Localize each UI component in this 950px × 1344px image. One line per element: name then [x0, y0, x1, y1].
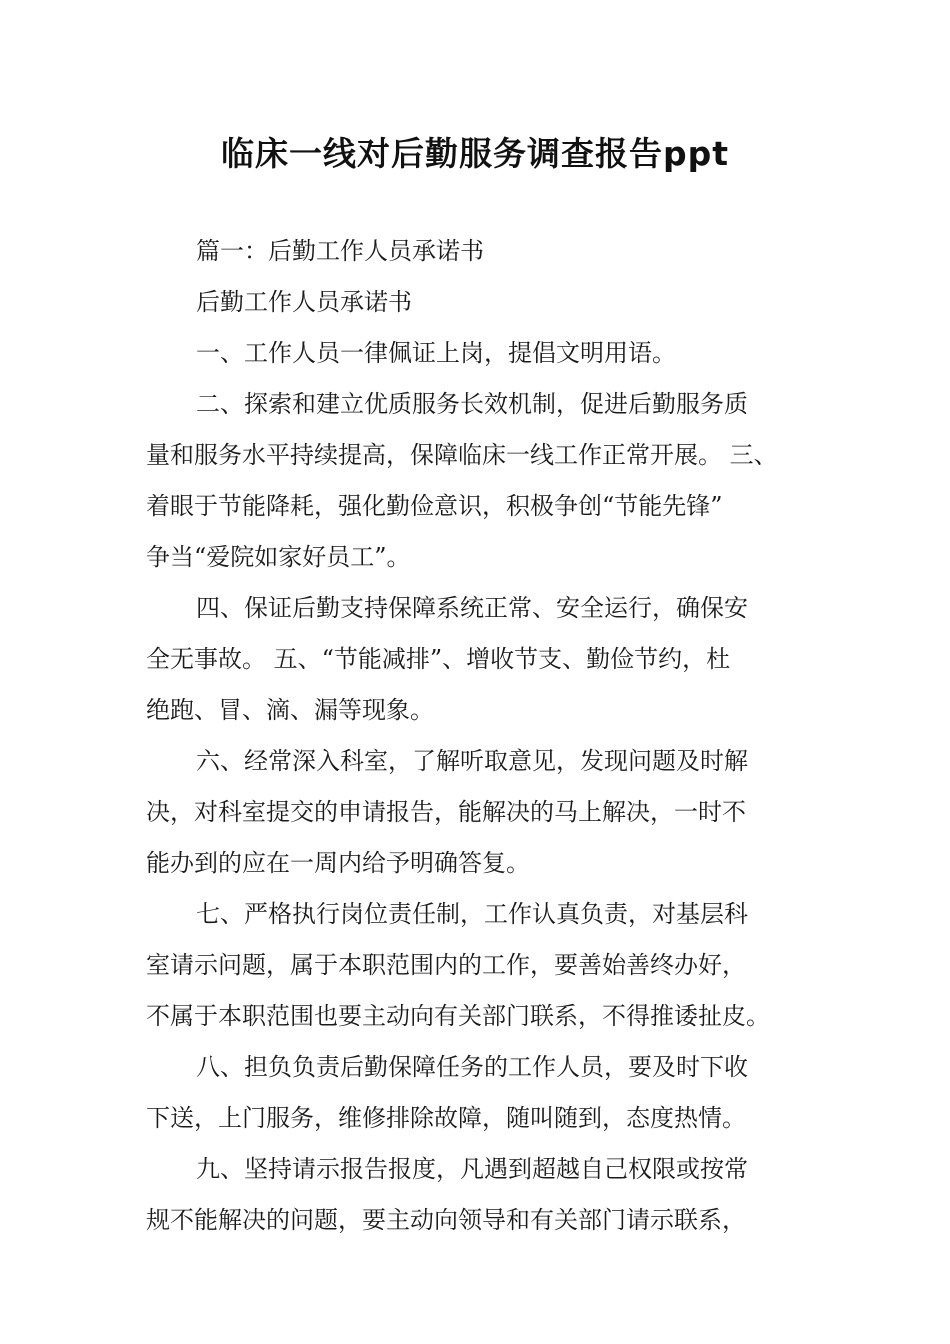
- document-title: 临床一线对后勤服务调查报告ppt: [220, 134, 730, 173]
- text-line: 争当“爱院如家好员工”。: [146, 543, 411, 571]
- text-line: 决，对科室提交的申请报告，能解决的马上解决，一时不: [146, 798, 746, 826]
- text-line: 不属于本职范围也要主动向有关部门联系，不得推诿扯皮。: [146, 1002, 770, 1030]
- text-line: 九、坚持请示报告报度，凡遇到超越自己权限或按常: [196, 1155, 748, 1183]
- text-line: 量和服务水平持续提高，保障临床一线工作正常开展。 三、: [146, 441, 778, 469]
- text-line: 七、严格执行岗位责任制，工作认真负责，对基层科: [196, 900, 748, 928]
- text-line: 四、保证后勤支持保障系统正常、安全运行，确保安: [196, 594, 748, 622]
- text-line: 后勤工作人员承诺书: [196, 288, 412, 316]
- text-line: 六、经常深入科室，了解听取意见，发现问题及时解: [196, 747, 748, 775]
- text-line: 一、工作人员一律佩证上岗，提倡文明用语。: [196, 339, 676, 367]
- text-line: 全无事故。 五、“节能减排”、增收节支、勤俭节约，杜: [146, 645, 731, 673]
- document-body: [146, 226, 810, 1246]
- text-line: 下送，上门服务，维修排除故障，随叫随到，态度热情。: [146, 1104, 746, 1132]
- text-line: 八、担负负责后勤保障任务的工作人员，要及时下收: [196, 1053, 748, 1081]
- text-line: 篇一：后勤工作人员承诺书: [196, 237, 484, 265]
- text-line: 绝跑、冒、滴、漏等现象。: [146, 696, 434, 724]
- text-line: 着眼于节能降耗，强化勤俭意识，积极争创“节能先锋”: [146, 492, 723, 520]
- text-line: 二、探索和建立优质服务长效机制，促进后勤服务质: [196, 390, 748, 418]
- text-line: 室请示问题，属于本职范围内的工作，要善始善终办好，: [146, 951, 746, 979]
- text-line: 规不能解决的问题，要主动向领导和有关部门请示联系，: [146, 1206, 746, 1234]
- text-line: 能办到的应在一周内给予明确答复。: [146, 849, 530, 877]
